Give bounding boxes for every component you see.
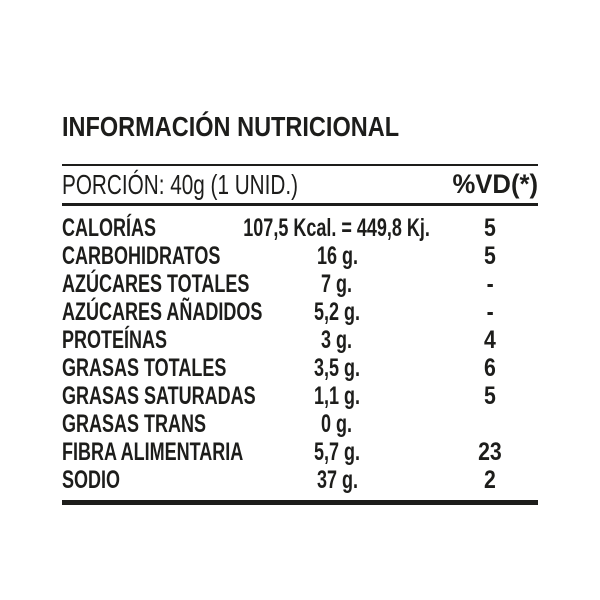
nutrient-name: CARBOHIDRATOS <box>62 241 221 270</box>
nutrient-name: GRASAS TRANS <box>62 409 207 438</box>
nutrient-amount: 7 g. <box>321 269 353 298</box>
nutrient-row-grasas-trans <box>62 410 538 438</box>
serving-header-row <box>62 166 538 203</box>
nutrient-amount: 107,5 Kcal. = 449,8 Kj. <box>243 213 431 242</box>
nutrient-name: SODIO <box>62 465 121 494</box>
nutrient-name: AZÚCARES TOTALES <box>62 269 250 298</box>
nutrient-amount: 37 g. <box>316 465 358 494</box>
nutrient-amount: 3,5 g. <box>313 353 361 382</box>
nutrient-row-carbohidratos <box>62 242 538 270</box>
nutrient-row-grasas-saturadas <box>62 382 538 410</box>
nutrient-daily-value: 2 <box>484 465 496 494</box>
nutrient-daily-value: 23 <box>478 437 502 466</box>
nutrient-row-proteinas <box>62 326 538 354</box>
nutrient-amount: 1,1 g. <box>313 381 361 410</box>
nutrient-amount: 5,7 g. <box>313 437 361 466</box>
nutrient-daily-value: - <box>486 297 494 326</box>
nutrient-row-grasas-totales <box>62 354 538 382</box>
nutrient-name: CALORÍAS <box>62 213 157 242</box>
nutrient-table <box>62 214 538 494</box>
daily-value-column-header: %VD(*) <box>452 169 538 199</box>
label-title <box>62 112 463 142</box>
serving-size-text: PORCIÓN: 40g (1 UNID.) <box>62 168 299 200</box>
bottom-divider <box>62 500 538 505</box>
nutrient-name: GRASAS SATURADAS <box>62 381 256 410</box>
nutrient-name: GRASAS TOTALES <box>62 353 227 382</box>
nutrient-name: PROTEÍNAS <box>62 325 168 354</box>
nutrient-row-sodio <box>62 466 538 494</box>
label-title-text: INFORMACIÓN NUTRICIONAL <box>62 111 400 142</box>
nutrient-amount: 3 g. <box>321 325 353 354</box>
nutrient-name: FIBRA ALIMENTARIA <box>62 437 244 466</box>
nutrient-daily-value: 5 <box>484 381 496 410</box>
nutrient-amount: 5,2 g. <box>313 297 361 326</box>
nutrient-row-azucares-anadidos <box>62 298 538 326</box>
nutrient-amount: 16 g. <box>316 241 358 270</box>
nutrient-amount: 0 g. <box>321 409 353 438</box>
nutrient-daily-value: 5 <box>484 213 496 242</box>
header-divider <box>62 203 538 206</box>
nutrient-row-calorias <box>62 214 538 242</box>
nutrient-daily-value: - <box>486 269 494 298</box>
nutrient-row-fibra-alimentaria <box>62 438 538 466</box>
nutrient-daily-value: 6 <box>484 353 496 382</box>
nutrient-daily-value: 4 <box>484 325 496 354</box>
nutrient-daily-value: 5 <box>484 241 496 270</box>
nutrient-row-azucares-totales <box>62 270 538 298</box>
nutrient-name: AZÚCARES AÑADIDOS <box>62 297 263 326</box>
